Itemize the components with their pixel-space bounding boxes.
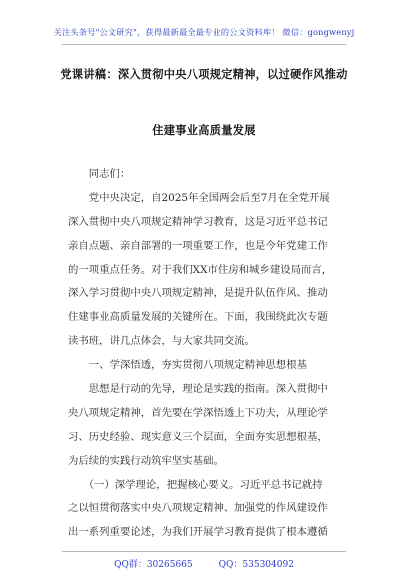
footer-divider bbox=[62, 551, 346, 552]
body-line: 之以恒贯彻落实中央八项规定精神、加强党的作风建设作 bbox=[68, 502, 328, 515]
body-line: （一）深学理论，把握核心要义。习近平总书记就持 bbox=[68, 478, 323, 491]
footer-qq: QQ：535304092 bbox=[218, 560, 294, 570]
body-line: 同志们： bbox=[68, 168, 131, 180]
body-line: 思想是行动的先导，理论是实践的指南。深入贯彻中 bbox=[68, 383, 328, 396]
body-line: 央八项规定精神，首先要在学深悟透上下功夫，从理论学 bbox=[68, 406, 328, 419]
header-banner: 关注头条号"公文研究"，获得最新最全最专业的公文资料库！ 微信：gongwenyj bbox=[53, 27, 355, 37]
footer bbox=[0, 557, 408, 570]
document-body bbox=[68, 163, 344, 545]
footer-qq-group: QQ群：30265665 bbox=[114, 560, 193, 570]
header-divider bbox=[62, 44, 346, 45]
body-line: 出一系列重要论述，为我们开展学习教育提供了根本遵循 bbox=[68, 526, 328, 539]
document-title-line-2: 住建事业高质量发展 bbox=[152, 123, 256, 137]
body-line: 读书班，讲几点体会，与大家共同交流。 bbox=[68, 335, 256, 348]
body-line: 住建事业高质量发展的关键所在。下面，我围绕此次专题 bbox=[68, 311, 328, 324]
body-line: 为后续的实践行动筑牢坚实基础。 bbox=[68, 454, 224, 467]
body-line: 深入贯彻中央八项规定精神学习教育，这是习近平总书记 bbox=[68, 215, 328, 228]
body-line: 亲自点题、亲自部署的一项重要工作，也是今年党建工作 bbox=[68, 239, 328, 252]
body-line: 的一项重点任务。对于我们XX市住房和城乡建设局而言， bbox=[68, 263, 333, 276]
body-line: 习、历史经验、现实意义三个层面，全面夯实思想根基， bbox=[68, 430, 328, 443]
document-title-line-1: 党课讲稿：深入贯彻中央八项规定精神，以过硬作风推动 bbox=[60, 67, 348, 81]
section-heading: 一、学深悟透，夯实贯彻八项规定精神思想根基 bbox=[68, 359, 307, 372]
body-line: 深入学习贯彻中央八项规定精神，是提升队伍作风、推动 bbox=[68, 287, 328, 300]
body-line: 党中央决定，自2025年全国两会后至7月在全党开展 bbox=[68, 191, 330, 204]
